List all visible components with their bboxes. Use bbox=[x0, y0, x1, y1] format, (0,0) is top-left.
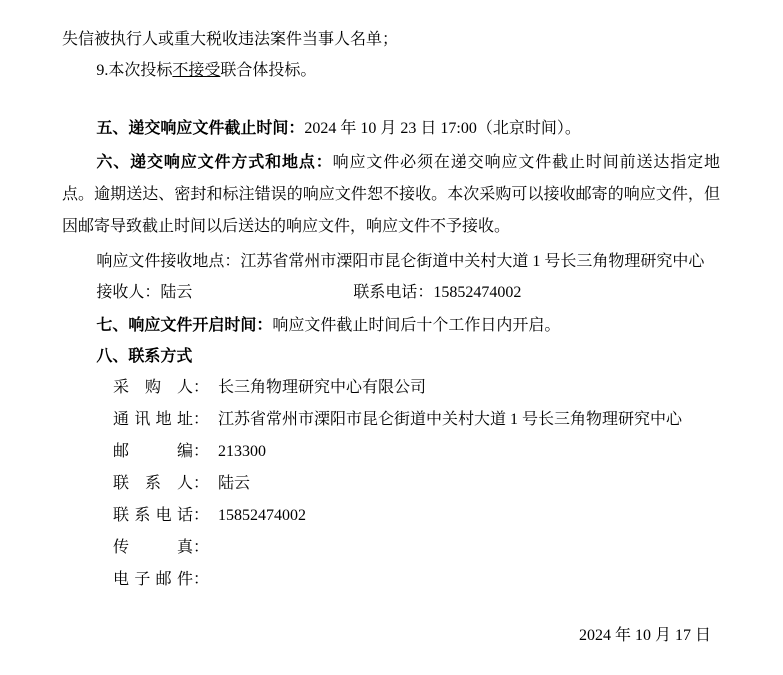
contact-label: 通讯地址 bbox=[113, 411, 193, 428]
section-8-heading: 八、联系方式 bbox=[96, 348, 193, 365]
contact-value: 江苏省常州市溧阳市昆仑街道中关村大道 1 号长三角物理研究中心 bbox=[218, 411, 683, 428]
contact-row-purchaser bbox=[113, 372, 720, 404]
contact-row-fax bbox=[113, 532, 720, 564]
section-5-heading: 五、递交响应文件截止时间： bbox=[96, 120, 305, 137]
section-7-heading: 七、响应文件开启时间： bbox=[96, 317, 273, 334]
receiver-line bbox=[62, 277, 720, 308]
contact-label: 传真 bbox=[113, 539, 193, 556]
contact-value: 长三角物理研究中心有限公司 bbox=[218, 379, 427, 396]
label-colon: ： bbox=[193, 571, 210, 588]
item-9-suffix: 联合体投标。 bbox=[220, 62, 317, 79]
section-7-body: 响应文件截止时间后十个工作日内开启。 bbox=[272, 317, 561, 334]
item-9-underlined-text: 不接受 bbox=[172, 62, 221, 79]
section-5-line bbox=[62, 113, 720, 144]
label-colon: ： bbox=[193, 379, 210, 396]
receiver-phone: 联系电话：15852474002 bbox=[353, 284, 522, 301]
contact-value: 213300 bbox=[218, 443, 267, 460]
section-6-paragraph bbox=[62, 147, 720, 243]
label-colon: ： bbox=[193, 539, 210, 556]
intro-continuation-text: 失信被执行人或重大税收违法案件当事人名单； bbox=[62, 31, 399, 48]
section-6-body: 响应文件必须在递交响应文件截止时间前送达指定地点。逾期送达、密封和标注错误的响应文件恕不接收。本次采购可以接收邮寄的响应文件，但因邮寄导致截止时间以后送达的响应文件，响应文件不予接收。 bbox=[62, 154, 720, 235]
contact-row-contact-person bbox=[113, 468, 720, 500]
contact-label: 联系电话 bbox=[113, 507, 193, 524]
section-7-line bbox=[62, 310, 720, 341]
label-colon: ： bbox=[193, 443, 210, 460]
contact-label: 采购人 bbox=[113, 379, 193, 396]
contact-label: 电子邮件 bbox=[113, 571, 193, 588]
receive-location-line: 响应文件接收地点：江苏省常州市溧阳市昆仑街道中关村大道 1 号长三角物理研究中心 bbox=[96, 253, 705, 270]
section-6-heading: 六、递交响应文件方式和地点： bbox=[96, 154, 333, 171]
document-date: 2024 年 10 月 17 日 bbox=[578, 627, 711, 644]
label-colon: ： bbox=[193, 475, 210, 492]
item-9-line bbox=[62, 55, 720, 86]
contact-row-zipcode bbox=[113, 436, 720, 468]
receiver-name: 接收人：陆云 bbox=[96, 284, 193, 301]
contact-label: 邮编 bbox=[113, 443, 193, 460]
contact-rows bbox=[113, 372, 720, 596]
contact-row-email bbox=[113, 564, 720, 596]
item-9-prefix: 9.本次投标 bbox=[96, 62, 173, 79]
contact-row-address bbox=[113, 404, 720, 436]
label-colon: ： bbox=[193, 411, 210, 428]
contact-value: 15852474002 bbox=[218, 507, 307, 524]
contact-row-phone bbox=[113, 500, 720, 532]
contact-value: 陆云 bbox=[218, 475, 251, 492]
label-colon: ： bbox=[193, 507, 210, 524]
contact-label: 联系人 bbox=[113, 475, 193, 492]
section-5-body: 2024 年 10 月 23 日 17:00（北京时间）。 bbox=[304, 120, 581, 137]
